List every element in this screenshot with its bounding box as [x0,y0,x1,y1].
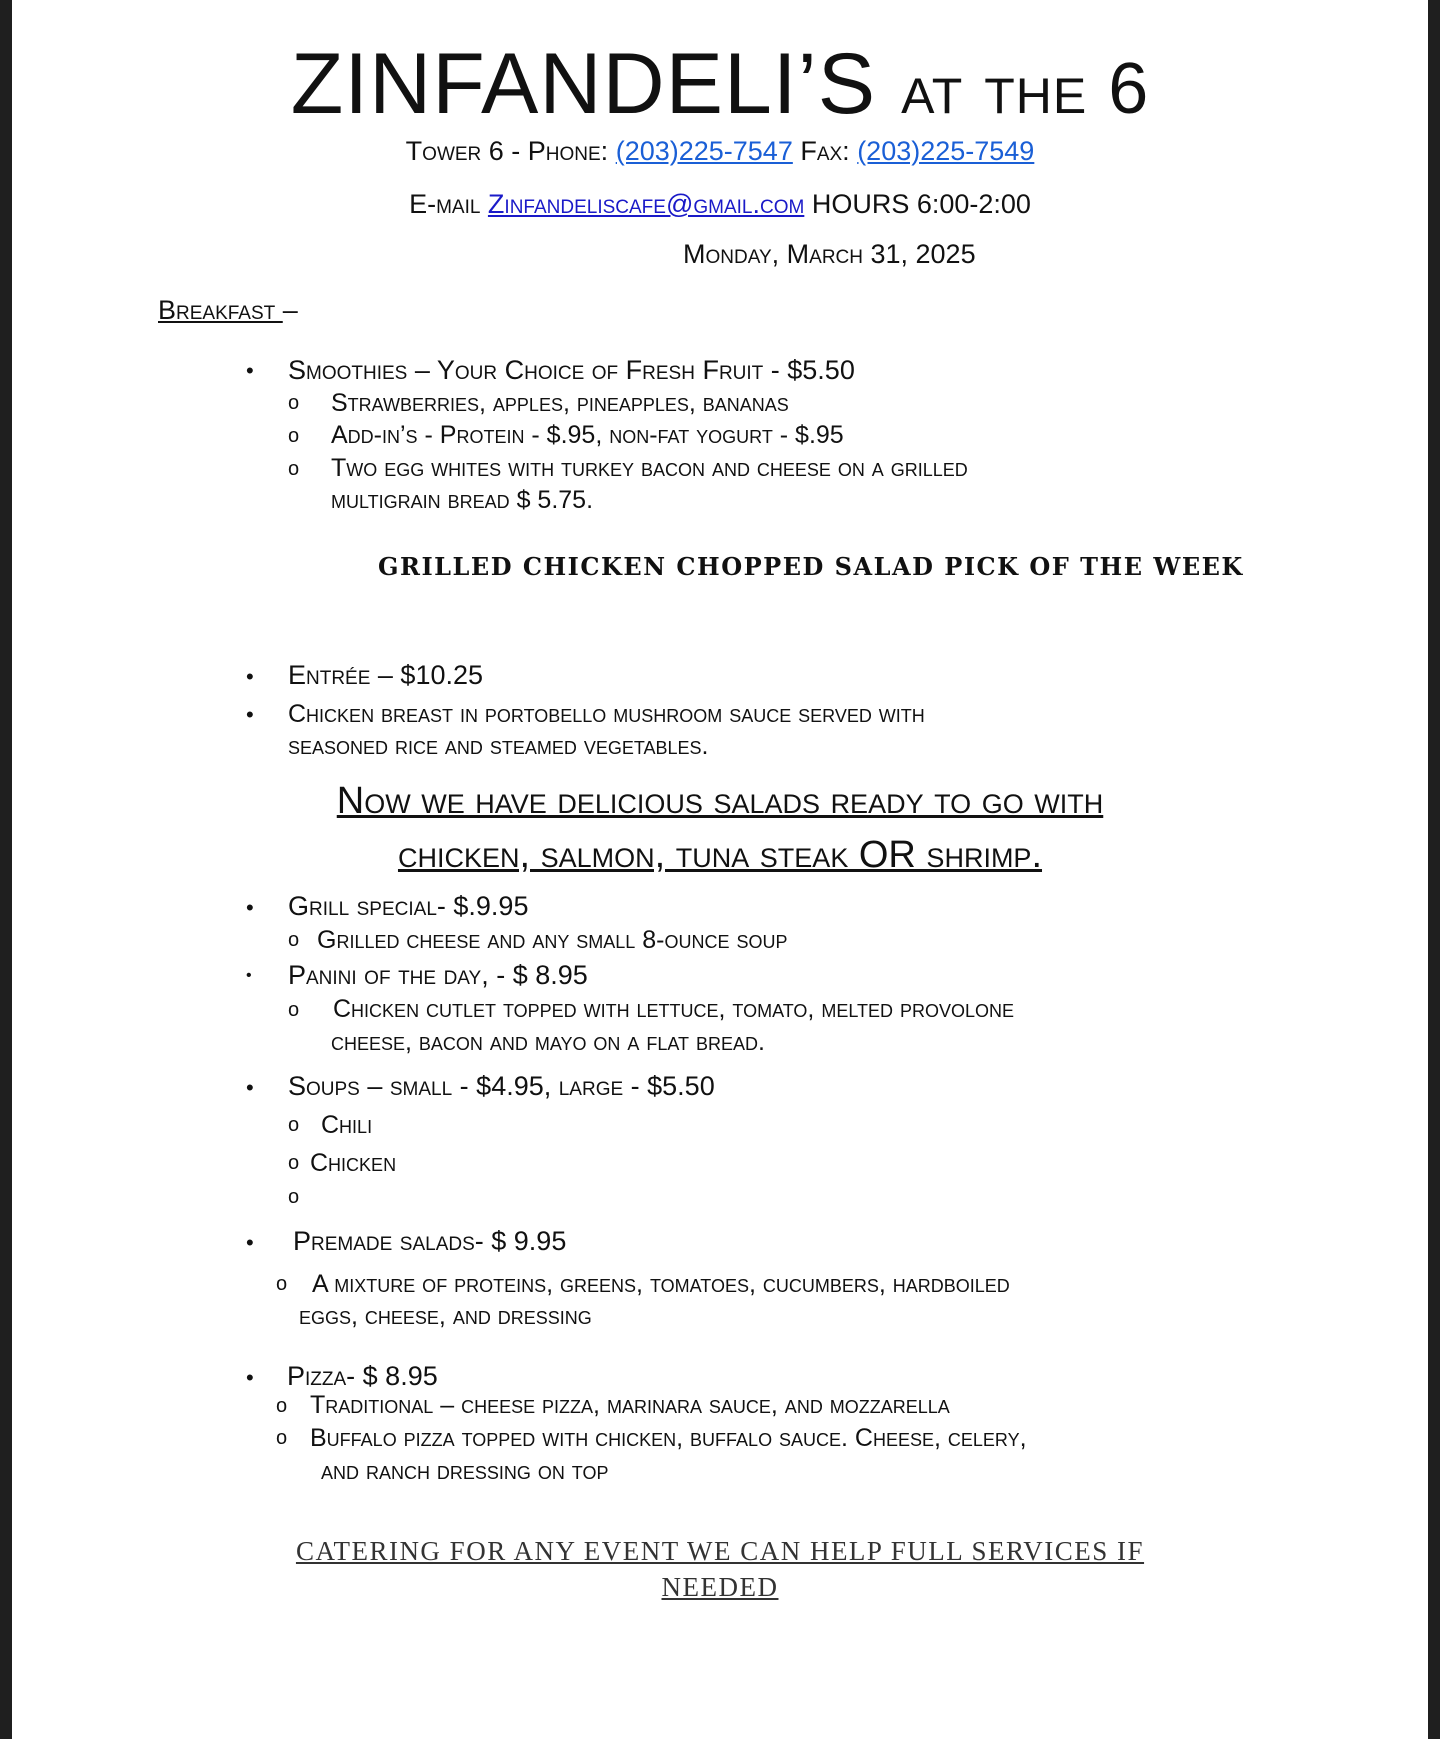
egg-whites-item: Two egg whites with turkey bacon and cheese on a grilled [331,454,968,482]
email-link[interactable]: Zinfandeliscafe@gmail.com [487,189,805,219]
pizza-traditional: Traditional – cheese pizza, marinara sauce, and mozzarella [310,1391,950,1419]
catering-line1: CATERING FOR ANY EVENT WE CAN HELP FULL SERVICES IF [295,1536,1145,1566]
smoothies-fruits: Strawberries, apples, pineapples, bananas [331,389,789,417]
catering-note [0,1533,1440,1605]
soup-chili: Chili [321,1111,373,1139]
breakfast-heading [158,295,298,326]
catering-line2: NEEDED [661,1572,779,1602]
bullet-icon: • [246,1365,254,1390]
circle-bullet-icon: o [288,1186,300,1208]
breakfast-heading-dash: – [282,295,298,325]
salads-banner-line2: chicken, salmon, tuna steak OR shrimp. [397,834,1043,876]
bullet-icon: • [246,967,252,984]
pizza-item: Pizza- $ 8.95 [287,1361,438,1391]
salads-banner [0,774,1440,882]
grill-special-item: Grill special- $.9.95 [288,891,529,921]
circle-bullet-icon: o [288,929,300,951]
circle-bullet-icon: o [276,1395,288,1417]
premade-salads-desc-cont: eggs, cheese, and dressing [299,1302,592,1330]
premade-salads-item: Premade salads- $ 9.95 [293,1226,567,1256]
smoothies-item: Smoothies – Your Choice of Fresh Fruit - $5.50 [288,355,855,385]
bullet-icon: • [246,358,254,383]
phone-link[interactable]: (203)225-7547 [615,136,793,166]
breakfast-heading-label: Breakfast [158,295,283,325]
entree-desc-cont: seasoned rice and steamed vegetables. [288,732,709,760]
email-hours-line [0,187,1440,221]
entree-item: Entrée – $10.25 [288,660,484,690]
menu-date: Monday, March 31, 2025 [683,239,976,269]
bullet-icon: • [246,1075,254,1100]
bullet-icon: • [246,895,254,920]
panini-desc-cont: cheese, bacon and mayo on a flat bread. [331,1028,765,1056]
panini-desc: Chicken cutlet topped with lettuce, tomato, melted provolone [333,995,1014,1023]
contact-line [0,134,1440,168]
circle-bullet-icon: o [276,1273,288,1295]
egg-whites-item-cont: multigrain bread $ 5.75. [331,486,594,514]
circle-bullet-icon: o [288,392,300,414]
pizza-buffalo-cont: and ranch dressing on top [321,1457,609,1485]
circle-bullet-icon: o [276,1427,288,1449]
pizza-buffalo: Buffalo pizza topped with chicken, buffalo sauce. Cheese, celery, [310,1424,1027,1452]
bullet-icon: • [246,1230,254,1255]
title-main: ZINFANDELI’S [290,36,877,132]
circle-bullet-icon: o [288,458,300,480]
hours-text: HOURS 6:00-2:00 [804,189,1031,219]
panini-item: Panini of the day, - $ 8.95 [288,960,588,990]
contact-prefix: Tower 6 - Phone: [405,136,616,166]
bullet-icon: • [246,664,254,689]
soups-item: Soups – small - $4.95, large - $5.50 [288,1071,715,1101]
smoothies-addins: Add-in’s - Protein - $.95, non-fat yogurt - $.95 [331,421,844,449]
salads-banner-line1: Now we have delicious salads ready to go with [336,780,1104,822]
title-rest: at the 6 [901,49,1150,129]
bullet-icon: • [246,702,254,727]
grill-special-desc: Grilled cheese and any small 8-ounce soup [317,926,788,954]
entree-desc: Chicken breast in portobello mushroom sauce served with [288,700,925,728]
circle-bullet-icon: o [288,1114,300,1136]
pick-of-week: GRILLED CHICKEN CHOPPED SALAD PICK OF THE WEEK [378,552,1244,581]
fax-link[interactable]: (203)225-7549 [857,136,1035,166]
page-edge [1428,0,1440,1739]
circle-bullet-icon: o [288,1152,300,1174]
circle-bullet-icon: o [288,425,300,447]
restaurant-title [0,34,1440,139]
fax-label: Fax: [792,136,858,166]
email-label: E-mail [409,189,488,219]
circle-bullet-icon: o [288,999,300,1021]
soup-chicken: Chicken [310,1149,397,1177]
premade-salads-desc: A mixture of proteins, greens, tomatoes, cucumbers, hardboiled [312,1270,1010,1298]
